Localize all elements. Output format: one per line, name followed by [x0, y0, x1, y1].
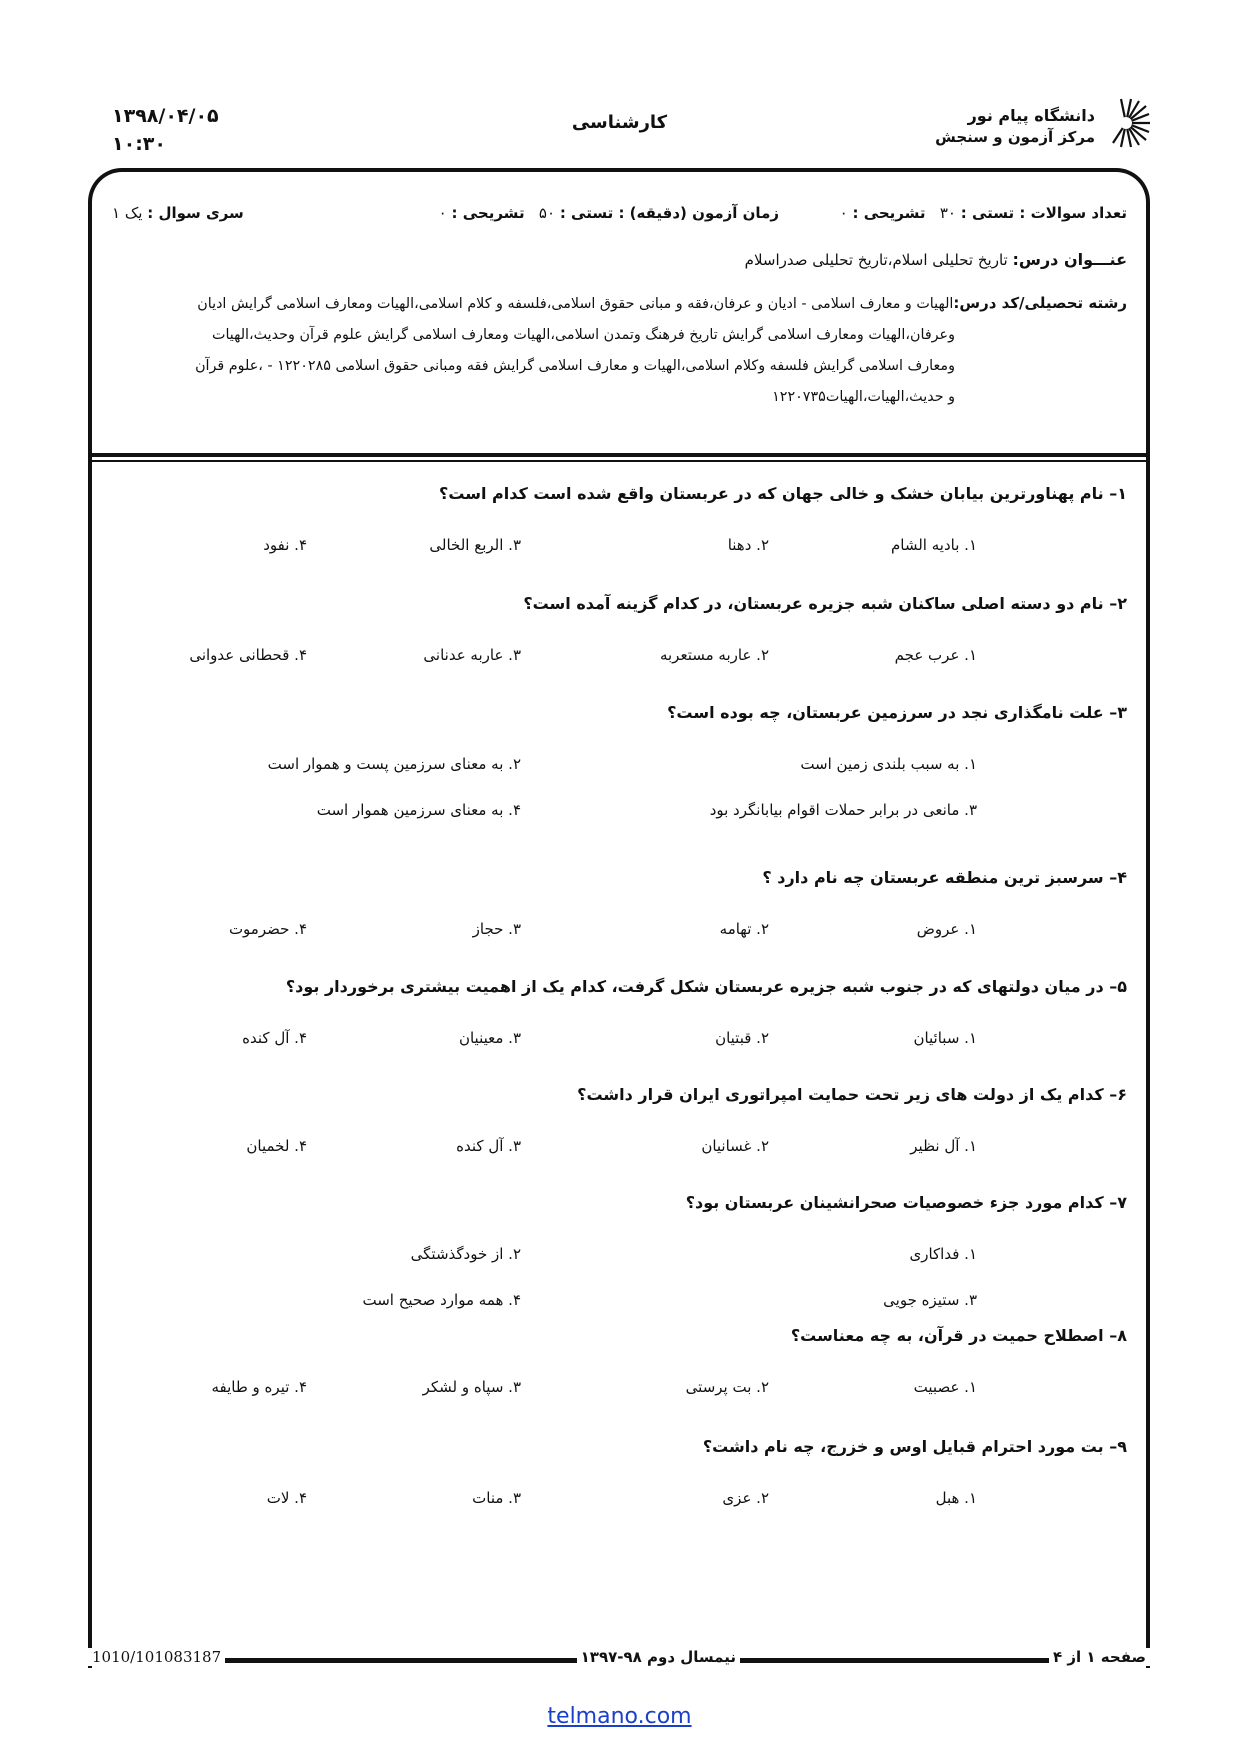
question-number: ۹– — [1109, 1437, 1127, 1456]
option-2: ۲. بت پرستی — [685, 1378, 769, 1396]
question-text: علت نامگذاری نجد در سرزمین عربستان، چه بوده است؟ — [667, 703, 1104, 722]
course-title: عنـــوان درس: تاریخ تحلیلی اسلام،تاریخ تحلیلی صدراسلام — [744, 250, 1127, 269]
question-5 — [286, 977, 1127, 996]
pnu-logo-icon — [1101, 98, 1151, 148]
option-3: ۳. حجاز — [472, 920, 521, 938]
question-text: اصطلاح حمیت در قرآن، به چه معناست؟ — [790, 1326, 1104, 1345]
option-2: ۲. دهنا — [727, 536, 769, 554]
exam-time: ۱۰:۳۰ — [112, 133, 166, 155]
option-2: ۲. تهامه — [719, 920, 769, 938]
question-text: کدام مورد جزء خصوصیات صحرانشینان عربستان بود؟ — [685, 1193, 1104, 1212]
question-number: ۸– — [1109, 1326, 1127, 1345]
question-2 — [523, 594, 1127, 613]
question-count: تعداد سوالات : تستی : ۳۰ تشریحی : ۰ — [839, 204, 1127, 222]
degree-level: کارشناسی — [571, 112, 668, 133]
option-3: ۳. منات — [472, 1489, 521, 1507]
option-1: ۱. هبل — [935, 1489, 977, 1507]
exam-date: ۱۳۹۸/۰۴/۰۵ — [112, 105, 219, 127]
option-1: ۱. عصبیت — [913, 1378, 977, 1396]
question-text: سرسبز ترین منطقه عربستان چه نام دارد ؟ — [762, 868, 1104, 887]
question-number: ۷– — [1109, 1193, 1127, 1212]
page-number: صفحه ۱ از ۴ — [1049, 1648, 1150, 1666]
question-text: نام پهناورترین بیابان خشک و خالی جهان که در عربستان واقع شده است کدام است؟ — [439, 484, 1104, 503]
option-4: ۴. آل کنده — [242, 1029, 307, 1047]
option-1: ۱. به سبب بلندی زمین است — [800, 755, 977, 773]
exam-duration: زمان آزمون (دقیقه) : تستی : ۵۰ تشریحی : ۰ — [438, 204, 779, 222]
page-footer — [88, 1648, 1150, 1672]
university-logo — [851, 98, 1151, 158]
option-4: ۴. لخمیان — [246, 1137, 307, 1155]
option-3: ۳. ستیزه جویی — [883, 1291, 977, 1309]
option-1: ۱. بادیه الشام — [891, 536, 977, 554]
option-3: ۳. الربع الخالی — [429, 536, 521, 554]
option-4: ۴. نفود — [263, 536, 307, 554]
option-1: ۱. سبائیان — [913, 1029, 977, 1047]
header-divider — [92, 453, 1146, 457]
option-3: ۳. آل کنده — [456, 1137, 521, 1155]
option-1: ۱. آل نظیر — [910, 1137, 977, 1155]
center-name: مرکز آزمون و سنجش — [935, 128, 1095, 146]
question-7 — [686, 1193, 1127, 1212]
question-number: ۲– — [1109, 594, 1127, 613]
question-text: بت مورد احترام قبایل اوس و خزرج، چه نام داشت؟ — [702, 1437, 1104, 1456]
option-1: ۱. عروض — [916, 920, 977, 938]
option-2: ۲. به معنای سرزمین پست و هموار است — [267, 755, 521, 773]
field-of-study: رشته تحصیلی/کد درس:الهیات و معارف اسلامی - ادیان و عرفان،فقه و مبانی حقوق اسلامی،فلسفه و کلام اسلامی،الهیات ومعارف اسلامی گرایش ادیان وعرفان،الهیات ومعارف اسلامی گرایش تاریخ فرهنگ وتمدن اسلامی،الهیات ومعارف اسلامی گرایش علوم قرآن وحدیث،الهیات ومعارف اسلامی گرایش فلسفه وکلام اسلامی،الهیات و معارف اسلامی گرایش فقه ومبانی حقوق اسلامی ۱۲۲۰۲۸۵ - ،علوم قرآن و حدیث،الهیات،الهیات۱۲۲۰۷۳۵ — [195, 294, 1127, 405]
question-text: در میان دولتهای که در جنوب شبه جزیره عربستان شکل گرفت، کدام یک از اهمیت بیشتری برخوردار بود؟ — [285, 977, 1104, 996]
question-series: سری سوال : یک ۱ — [112, 204, 244, 222]
option-4: ۴. به معنای سرزمین هموار است — [316, 801, 521, 819]
option-1: ۱. فداکاری — [909, 1245, 977, 1263]
university-name: دانشگاه پیام نور — [967, 106, 1095, 125]
question-text: نام دو دسته اصلی ساکنان شبه جزیره عربستان، در کدام گزینه آمده است؟ — [523, 594, 1104, 613]
exam-info-row — [112, 204, 1127, 230]
question-9 — [703, 1437, 1127, 1456]
term-label: نیمسال دوم ۹۸-۱۳۹۷ — [577, 1648, 740, 1666]
question-3 — [667, 703, 1127, 722]
option-4: ۴. حضرموت — [228, 920, 307, 938]
question-number: ۱– — [1109, 484, 1127, 503]
option-4: ۴. تیره و طایفه — [211, 1378, 307, 1396]
header-divider-thin — [92, 460, 1146, 462]
option-3: ۳. معینیان — [458, 1029, 521, 1047]
question-1 — [439, 484, 1127, 503]
option-4: ۴. همه موارد صحیح است — [362, 1291, 521, 1309]
exam-code: 1010/101083187 — [88, 1648, 225, 1666]
question-number: ۶– — [1109, 1085, 1127, 1104]
option-2: ۲. عاربه مستعربه — [659, 646, 769, 664]
option-3: ۳. مانعی در برابر حملات اقوام بیابانگرد بود — [709, 801, 977, 819]
option-4: ۴. قحطانی عدوانی — [189, 646, 307, 664]
website-link[interactable]: telmano.com — [547, 1704, 692, 1729]
question-6 — [577, 1085, 1127, 1104]
question-8 — [791, 1326, 1127, 1345]
option-3: ۳. عاربه عدنانی — [423, 646, 521, 664]
option-3: ۳. سپاه و لشکر — [422, 1378, 521, 1396]
option-4: ۴. لات — [266, 1489, 307, 1507]
question-4 — [762, 868, 1127, 887]
option-2: ۲. از خودگذشتگی — [410, 1245, 521, 1263]
question-number: ۵– — [1109, 977, 1127, 996]
option-2: ۲. قبتیان — [715, 1029, 769, 1047]
option-2: ۲. عزی — [722, 1489, 769, 1507]
question-number: ۳– — [1109, 703, 1127, 722]
option-2: ۲. غسانیان — [701, 1137, 769, 1155]
question-number: ۴– — [1109, 868, 1127, 887]
question-text: کدام یک از دولت های زیر تحت حمایت امپراتوری ایران قرار داشت؟ — [577, 1085, 1104, 1104]
option-1: ۱. عرب عجم — [894, 646, 977, 664]
